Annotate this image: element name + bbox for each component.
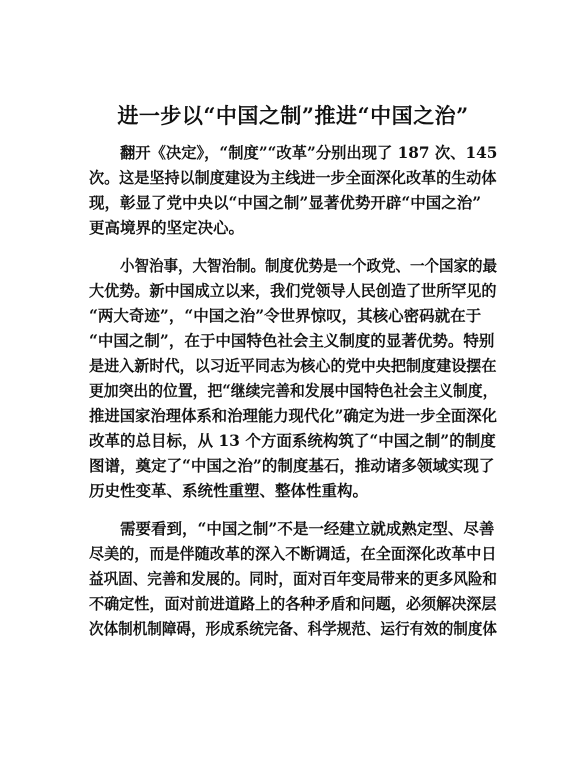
paragraph-1-line-1: 翻开《决定》，“制度”“改革”分别出现了 187 次、145 bbox=[120, 143, 498, 162]
paragraph-2-line-3: “两大奇迹”，“中国之治”令世界惊叹，其核心密码就在于 bbox=[89, 306, 482, 325]
paragraph-1-line-3: 现，彰显了党中央以“中国之制”显著优势开辟“中国之治” bbox=[89, 193, 482, 212]
paragraph-1-line-4: 更高境界的坚定决心。 bbox=[89, 218, 245, 237]
paragraph-2-line-8: 改革的总目标，从 13 个方面系统构筑了“中国之制”的制度 bbox=[89, 431, 496, 450]
paragraph-2-line-5: 是进入新时代，以习近平同志为核心的党中央把制度建设摆在 bbox=[89, 356, 497, 375]
paragraph-1-line-2: 次。这是坚持以制度建设为主线进一步全面深化改革的生动体 bbox=[89, 168, 497, 187]
paragraph-2-line-9: 图谱，奠定了“中国之治”的制度基石，推动诸多领域实现了 bbox=[89, 456, 495, 475]
document-title: 进一步以“中国之制”推进“中国之治” bbox=[117, 103, 469, 128]
paragraph-3-line-1: 需要看到，“中国之制”不是一经建立就成熟定型、尽善 bbox=[120, 519, 495, 538]
paragraph-3-line-3: 益巩固、完善和发展的。同时，面对百年变局带来的更多风险和 bbox=[89, 569, 498, 588]
paragraph-2-line-6: 更加突出的位置，把“继续完善和发展中国特色社会主义制度， bbox=[89, 381, 498, 400]
paragraph-2-line-1: 小智治事，大智治制。制度优势是一个政党、一个国家的最 bbox=[120, 256, 498, 275]
paragraph-3-line-4: 不确定性，面对前进道路上的各种矛盾和问题，必须解决深层 bbox=[89, 594, 497, 613]
paragraph-2-line-10: 历史性变革、系统性重塑、整体性重构。 bbox=[89, 481, 369, 500]
paragraph-3-line-5: 次体制机制障碍，形成系统完备、科学规范、运行有效的制度体 bbox=[89, 619, 498, 638]
paragraph-3-line-2: 尽美的，而是伴随改革的深入不断调适，在全面深化改革中日 bbox=[89, 544, 497, 563]
paragraph-2-line-2: 大优势。新中国成立以来，我们党领导人民创造了世所罕见的 bbox=[89, 281, 497, 300]
paragraph-2-line-7: 推进国家治理体系和治理能力现代化”确定为进一步全面深化 bbox=[89, 406, 497, 425]
paragraph-2-line-4: “中国之制”，在于中国特色社会主义制度的显著优势。特别 bbox=[89, 331, 495, 350]
